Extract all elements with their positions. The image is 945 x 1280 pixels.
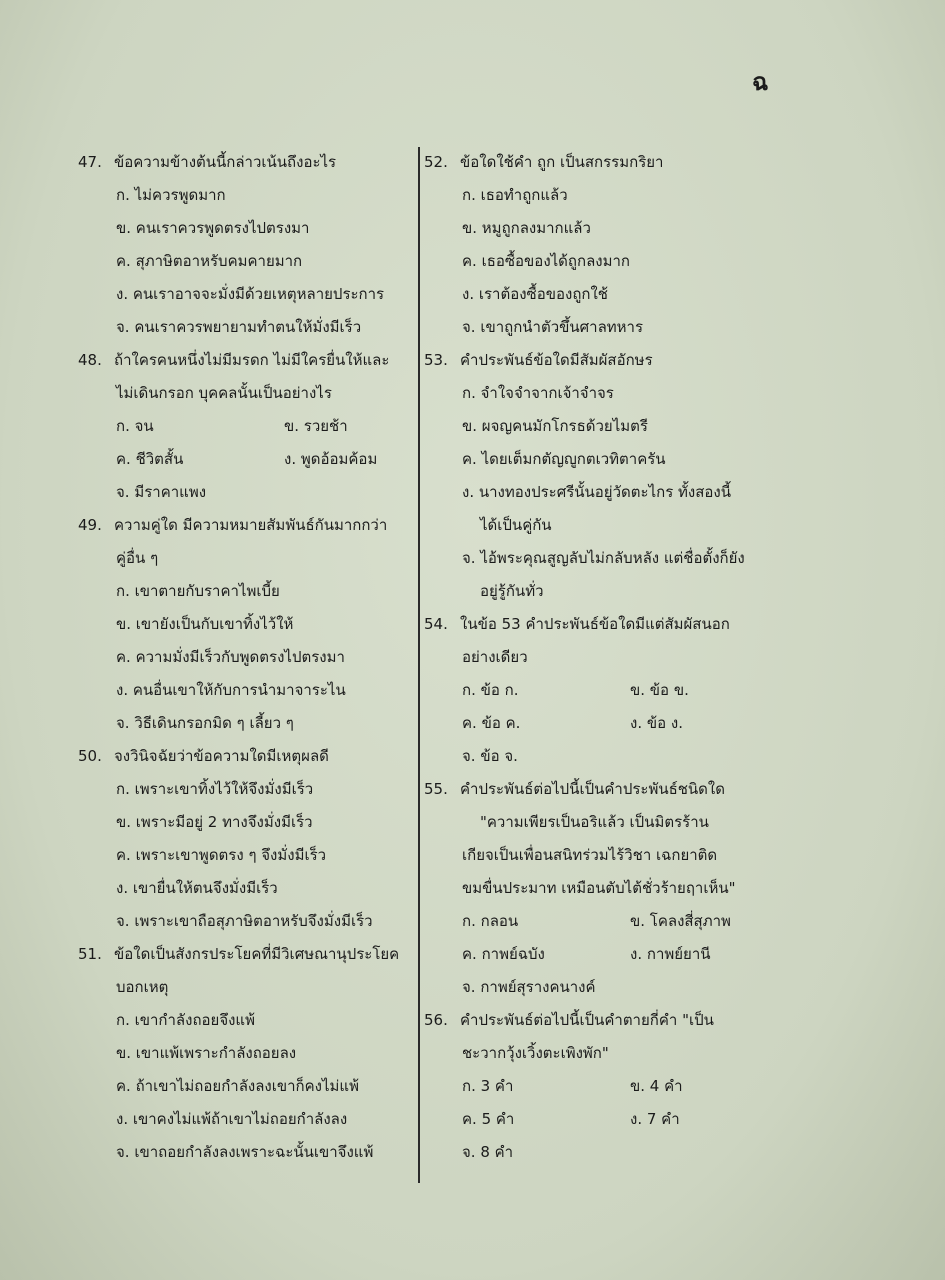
choice: ก. เขากำลังถอยจึงแพ้ xyxy=(116,1011,255,1029)
choice: ข. ผจญคนมักโกรธด้วยไมตรี xyxy=(462,417,648,435)
quoted-verse: เกียจเป็นเพื่อนสนิทร่วมไร้วิชา เฉกยาติด xyxy=(462,846,718,864)
question-number: 54. xyxy=(424,615,448,633)
choice-pair xyxy=(424,674,794,707)
question-text: ถ้าใครคนหนึ่งไม่มีมรดก ไม่มีใครยื่นให้และ xyxy=(114,351,390,369)
left-column xyxy=(78,146,414,1169)
choice: จ. กาพย์สุรางคนางค์ xyxy=(462,978,596,996)
choice: ก. กลอน xyxy=(462,912,519,930)
choice: ข. หมูถูกลงมากแล้ว xyxy=(462,219,591,237)
choice-pair xyxy=(424,707,794,740)
question-text: ความคู่ใด มีความหมายสัมพันธ์กันมากกว่า xyxy=(114,516,388,534)
choice: ข. เพราะมีอยู่ 2 ทางจึงมั่งมีเร็ว xyxy=(116,813,313,831)
choice-pair xyxy=(424,1103,794,1136)
choice: ก. เขาตายกับราคาไพเบี้ย xyxy=(116,582,280,600)
question-text: ข้อใดใช้คำ ถูก เป็นสกรรมกริยา xyxy=(460,153,664,171)
question-text: ข้อความข้างต้นนี้กล่าวเน้นถึงอะไร xyxy=(114,153,337,171)
question-text-cont: ชะวากวุ้งเวิ้งตะเพิงพัก" xyxy=(462,1044,609,1062)
choice: ง. คนอื่นเขาให้กับการนำมาจาระไน xyxy=(116,681,346,699)
choice: ง. นางทองประศรีนั้นอยู่วัดตะไกร ทั้งสองนี้ xyxy=(462,483,731,501)
question-text-cont: อย่างเดียว xyxy=(462,648,528,666)
choice: ค. ไดยเต็มกตัญญูกตเวทิตาครัน xyxy=(462,450,666,468)
choice-pair xyxy=(78,443,414,476)
choice: ค. ข้อ ค. xyxy=(462,714,521,732)
question-text: จงวินิจฉัยว่าข้อความใดมีเหตุผลดี xyxy=(114,747,329,765)
choice: ค. สุภาษิตอาหรับคมคายมาก xyxy=(116,252,303,270)
question-number: 50. xyxy=(78,747,102,765)
choice: ค. ความมั่งมีเร็วกับพูดตรงไปตรงมา xyxy=(116,648,345,666)
choice: ค. กาพย์ฉบัง xyxy=(462,945,545,963)
quoted-verse: ขมขื่นประมาท เหมือนตับไต้ชั่วร้ายฤาเห็น" xyxy=(462,879,736,897)
question-number: 56. xyxy=(424,1011,448,1029)
question-text: ข้อใดเป็นสังกรประโยคที่มีวิเศษณานุประโยค xyxy=(114,945,400,963)
question-53 xyxy=(424,344,794,377)
choice: ข. รวยช้า xyxy=(284,417,348,435)
choice: ก. ข้อ ก. xyxy=(462,681,519,699)
choice: ง. เราต้องซื้อของถูกใช้ xyxy=(462,285,608,303)
choice: ง. ข้อ ง. xyxy=(630,714,683,732)
choice: ข. คนเราควรพูดตรงไปตรงมา xyxy=(116,219,310,237)
question-text-cont: บอกเหตุ xyxy=(116,978,169,996)
choice: ง. พูดอ้อมค้อม xyxy=(284,450,378,468)
question-49 xyxy=(78,509,414,542)
choice: จ. 8 คำ xyxy=(462,1143,514,1161)
question-number: 51. xyxy=(78,945,102,963)
choice-pair xyxy=(424,938,794,971)
choice: ข. ข้อ ข. xyxy=(630,681,689,699)
question-number: 52. xyxy=(424,153,448,171)
choice: จ. มีราคาแพง xyxy=(116,483,207,501)
question-55 xyxy=(424,773,794,806)
choice: ข. โคลงสี่สุภาพ xyxy=(630,912,731,930)
choice: ก. เธอทำถูกแล้ว xyxy=(462,186,568,204)
choice: ก. เพราะเขาทิ้งไว้ให้จึงมั่งมีเร็ว xyxy=(116,780,314,798)
question-50 xyxy=(78,740,414,773)
choice: ก. ไม่ควรพูดมาก xyxy=(116,186,226,204)
choice: ง. คนเราอาจจะมั่งมีด้วยเหตุหลายประการ xyxy=(116,285,385,303)
question-54 xyxy=(424,608,794,641)
question-47 xyxy=(78,146,414,179)
question-number: 47. xyxy=(78,153,102,171)
choice: ข. เขายังเป็นกับเขาทิ้งไว้ให้ xyxy=(116,615,294,633)
choice-pair xyxy=(78,410,414,443)
choice: ค. 5 คำ xyxy=(462,1110,515,1128)
choice: จ. ข้อ จ. xyxy=(462,747,518,765)
column-divider xyxy=(418,147,420,1183)
right-column xyxy=(424,146,794,1169)
question-text: ในข้อ 53 คำประพันธ์ข้อใดมีแต่สัมผัสนอก xyxy=(460,615,730,633)
question-text-cont: ไม่เดินกรอก บุคคลนั้นเป็นอย่างไร xyxy=(116,384,332,402)
choice: ง. 7 คำ xyxy=(630,1110,680,1128)
choice: ค. ชีวิตสั้น xyxy=(116,450,184,468)
choice-pair xyxy=(424,905,794,938)
question-text: คำประพันธ์ต่อไปนี้เป็นคำตายกี่คำ "เป็น xyxy=(460,1011,714,1029)
choice: จ. ไอ้พระคุณสูญลับไม่กลับหลัง แต่ชื่อตั้งก็ยัง xyxy=(462,549,745,567)
question-number: 48. xyxy=(78,351,102,369)
choice: จ. เขาถอยกำลังลงเพราะฉะนั้นเขาจึงแพ้ xyxy=(116,1143,374,1161)
choice-pair xyxy=(424,1070,794,1103)
question-56 xyxy=(424,1004,794,1037)
question-number: 49. xyxy=(78,516,102,534)
choice-cont: ได้เป็นคู่กัน xyxy=(480,516,552,534)
quoted-verse: "ความเพียรเป็นอริแล้ว เป็นมิตรร้าน xyxy=(480,813,709,831)
choice: จ. วิธีเดินกรอกมิด ๆ เลี้ยว ๆ xyxy=(116,714,294,732)
page-marker: ฉ xyxy=(752,68,769,96)
question-text: คำประพันธ์ข้อใดมีสัมผัสอักษร xyxy=(460,351,653,369)
choice: จ. เขาถูกนำตัวขึ้นศาลทหาร xyxy=(462,318,644,336)
choice: ค. เพราะเขาพูดตรง ๆ จึงมั่งมีเร็ว xyxy=(116,846,327,864)
question-52 xyxy=(424,146,794,179)
choice: ก. จำใจจำจากเจ้าจำจร xyxy=(462,384,614,402)
choice: ก. 3 คำ xyxy=(462,1077,514,1095)
choice: ค. ถ้าเขาไม่ถอยกำลังลงเขาก็คงไม่แพ้ xyxy=(116,1077,359,1095)
choice: ง. เขาคงไม่แพ้ถ้าเขาไม่ถอยกำลังลง xyxy=(116,1110,348,1128)
question-51 xyxy=(78,938,414,971)
choice-cont: อยู่รู้กันทั่ว xyxy=(480,582,544,600)
question-number: 53. xyxy=(424,351,448,369)
choice: ง. เขายื่นให้ตนจึงมั่งมีเร็ว xyxy=(116,879,278,897)
choice: ก. จน xyxy=(116,417,154,435)
choice: ง. กาพย์ยานี xyxy=(630,945,711,963)
choice: ข. 4 คำ xyxy=(630,1077,683,1095)
choice: จ. คนเราควรพยายามทำตนให้มั่งมีเร็ว xyxy=(116,318,362,336)
question-48 xyxy=(78,344,414,377)
choice: ข. เขาแพ้เพราะกำลังถอยลง xyxy=(116,1044,297,1062)
question-number: 55. xyxy=(424,780,448,798)
question-text-cont: คู่อื่น ๆ xyxy=(116,549,159,567)
choice: ค. เธอซื้อของได้ถูกลงมาก xyxy=(462,252,630,270)
question-text: คำประพันธ์ต่อไปนี้เป็นคำประพันธ์ชนิดใด xyxy=(460,780,725,798)
choice: จ. เพราะเขาถือสุภาษิตอาหรับจึงมั่งมีเร็ว xyxy=(116,912,373,930)
